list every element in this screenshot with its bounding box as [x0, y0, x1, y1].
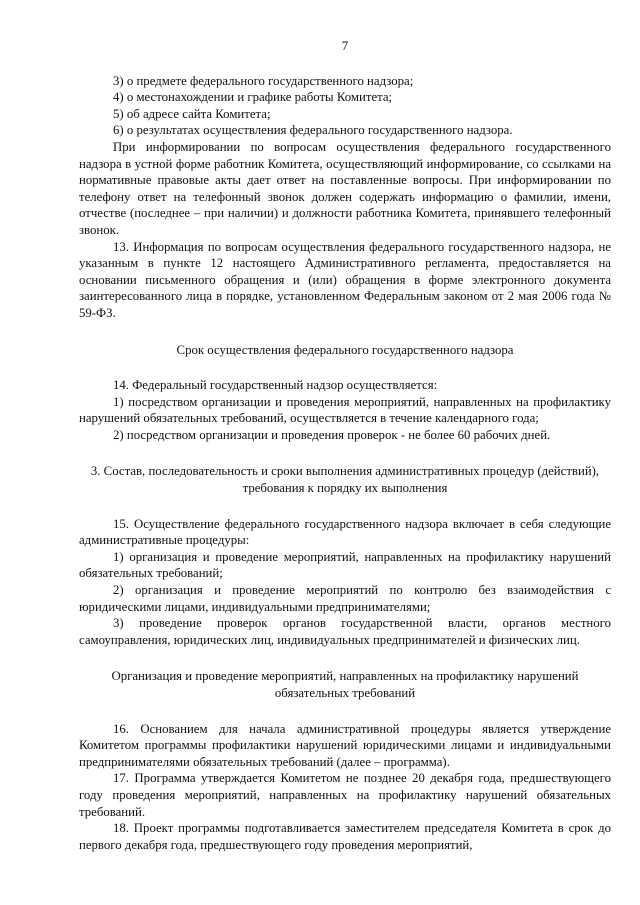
paragraph-13: 13. Информация по вопросам осуществления федерального государственного надзора, не указанным в пункте 12 настоящего Административного регламента, предоставляется на основании письменного обращения и (или) обращения в форме электронного документа заинтересованного лица в порядке, установленном Федеральным законом от 2 мая 2006 года № 59-ФЗ.: [79, 239, 611, 320]
list-item-prevention-measures: 1) посредством организации и проведения мероприятий, направленных на профилактику нарушений обязательных требований, осуществляется в течение календарного года;: [79, 394, 611, 426]
list-item-control-without-interaction: 2) организация и проведение мероприятий по контролю без взаимодействия с юридическими лицами, индивидуальными предпринимателями;: [79, 583, 611, 614]
paragraph-15: 15. Осуществление федерального государственного надзора включает в себя следующие административные процедуры:: [79, 516, 611, 548]
paragraph-16: 16. Основанием для начала административной процедуры является утверждение Комитетом программы профилактики нарушений юридическими лицами и индивидуальными предпринимателями обязательных требований (далее – программа).: [79, 721, 611, 769]
paragraph-oral-informing: При информировании по вопросам осуществления федерального государственного надзора в устной форме работник Комитета, осуществляющий информирование, со ссылками на нормативные правовые акты дает ответ на поставленные вопросы. При информировании по телефону ответ на телефонный звонок должен содержать информацию о фамилии, имени, отчестве (последнее – при наличии) и должности работника Комитета, принявшего телефонный звонок.: [79, 139, 611, 237]
list-item-subject: 3) о предмете федерального государственного надзора;: [113, 73, 414, 88]
list-item-inspections-term: 2) посредством организации и проведения проверок - не более 60 рабочих дней.: [113, 427, 551, 442]
section-heading-supervision-term: Срок осуществления федерального государственного надзора: [176, 342, 514, 357]
list-item-prevention-procedure: 1) организация и проведение мероприятий, направленных на профилактику нарушений обязательных требований;: [79, 549, 611, 581]
paragraph-14: 14. Федеральный государственный надзор осуществляется:: [113, 378, 438, 393]
list-item-website-address: 5) об адресе сайта Комитета;: [113, 106, 271, 121]
paragraph-18: 18. Проект программы подготавливается заместителем председателя Комитета в срок до первого декабря года, предшествующего году проведения мероприятий,: [79, 821, 611, 852]
section-heading-procedures: 3. Состав, последовательность и сроки выполнения административных процедур (действий), требования к порядку их выполнения: [90, 464, 600, 496]
list-item-location-schedule: 4) о местонахождении и графике работы Комитета;: [113, 90, 393, 105]
document-page: [79, 38, 611, 853]
list-item-supervision-results: 6) о результатах осуществления федерального государственного надзора.: [113, 123, 513, 138]
list-item-inspections: 3) проведение проверок органов государственной власти, органов местного самоуправления, юридических лиц, индивидуальных предпринимателей и физических лиц.: [79, 616, 611, 647]
paragraph-17: 17. Программа утверждается Комитетом не позднее 20 декабря года, предшествующего году проведения мероприятий, направленных на профилактику нарушений обязательных требований.: [79, 771, 611, 819]
section-heading-prevention: Организация и проведение мероприятий, направленных на профилактику нарушений обязательных требований: [111, 669, 579, 700]
page-number: 7: [341, 39, 349, 53]
